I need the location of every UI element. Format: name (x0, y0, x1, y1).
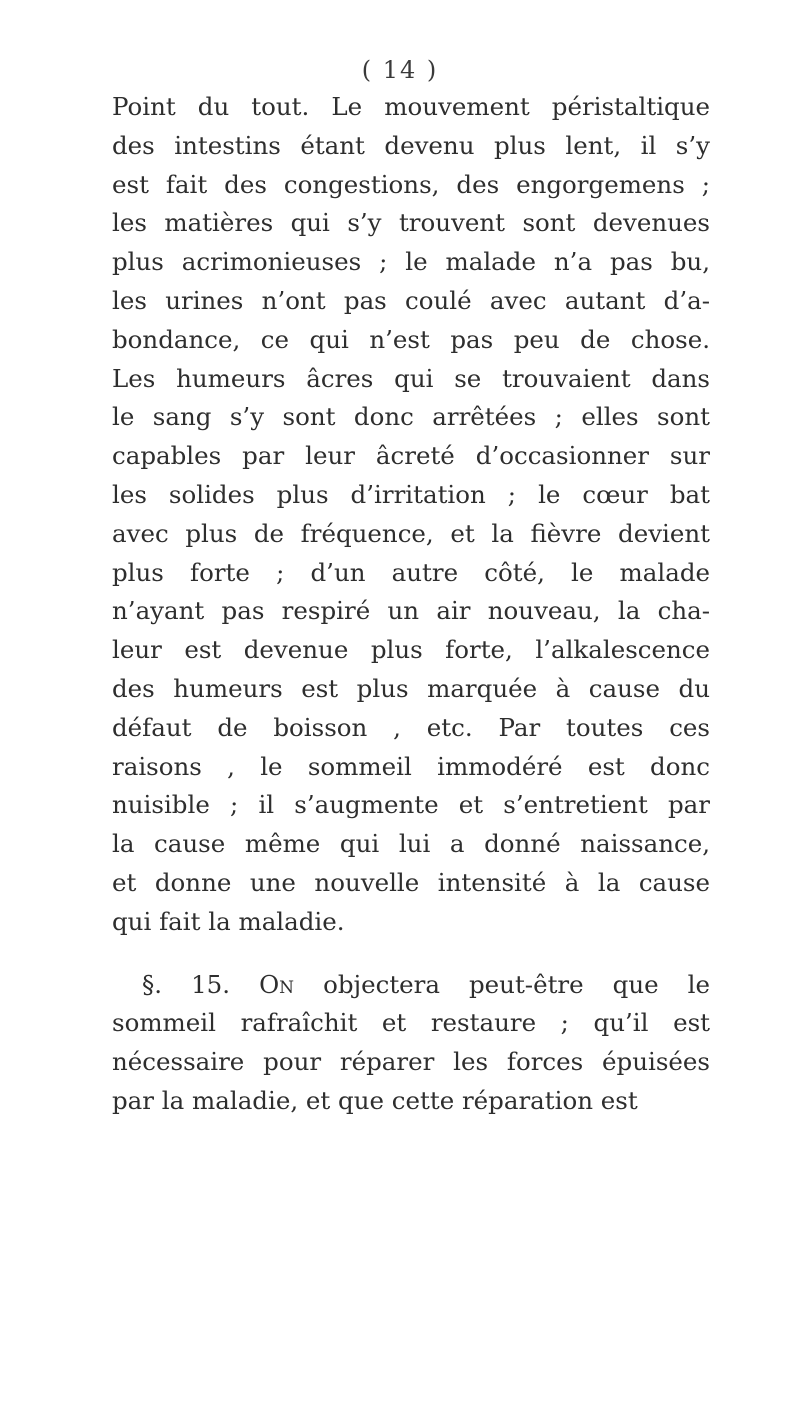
text-line: avec plus de fréquence, et la fièvre devient (112, 518, 710, 548)
paragraph-2-first-line (112, 966, 710, 1005)
text-line: n’ayant pas respiré un air nouveau, la cha- (112, 596, 710, 626)
paragraph-gap (112, 942, 710, 966)
text-line: les solides plus d’irritation ; le cœur bat (112, 479, 710, 509)
text-line: qui fait la maladie. (112, 906, 345, 936)
paragraph-2-lines (112, 1004, 710, 1120)
text-line: Point du tout. Le mouvement péristaltique (112, 92, 710, 121)
first-line-text: objectera peut-être que le (323, 969, 710, 999)
text-line: raisons , le sommeil immodéré est donc (112, 751, 710, 781)
text-line: plus forte ; d’un autre côté, le malade (112, 557, 710, 587)
page-number: ( 14 ) (361, 56, 439, 84)
text-line: le sang s’y sont donc arrêtées ; elles sont (112, 402, 710, 432)
paragraph-1 (112, 88, 710, 942)
text-line: bondance, ce qui n’est pas peu de chose. (112, 324, 710, 354)
text-line: des intestins étant devenu plus lent, il s’y (112, 130, 710, 160)
text-line: Les humeurs âcres qui se trouvaient dans (112, 363, 710, 393)
text-line: les matières qui s’y trouvent sont devenues (112, 208, 710, 238)
text-line: nuisible ; il s’augmente et s’entretient par (112, 790, 710, 820)
body-text (112, 88, 710, 1121)
text-line: les urines n’ont pas coulé avec autant d’a- (112, 285, 710, 315)
text-line: nécessaire pour réparer les forces épuisées (112, 1047, 710, 1077)
text-line: des humeurs est plus marquée à cause du (112, 673, 710, 703)
text-line: capables par leur âcreté d’occasionner sur (112, 441, 710, 471)
paragraph-2 (112, 966, 710, 1121)
text-line: leur est devenue plus forte, l’alkalescence (112, 635, 710, 665)
lead-word: On (259, 969, 295, 999)
text-line: la cause même qui lui a donné naissance, (112, 829, 710, 859)
text-line: par la maladie, et que cette réparation est (112, 1085, 638, 1115)
text-line: défaut de boisson , etc. Par toutes ces (112, 712, 710, 742)
section-mark: §. 15. (142, 969, 231, 999)
text-line: est fait des congestions, des engorgemens ; (112, 169, 710, 199)
text-line: sommeil rafraîchit et restaure ; qu’il est (112, 1008, 710, 1038)
text-line: plus acrimonieuses ; le malade n’a pas bu, (112, 247, 710, 277)
text-line: et donne une nouvelle intensité à la cause (112, 867, 710, 897)
